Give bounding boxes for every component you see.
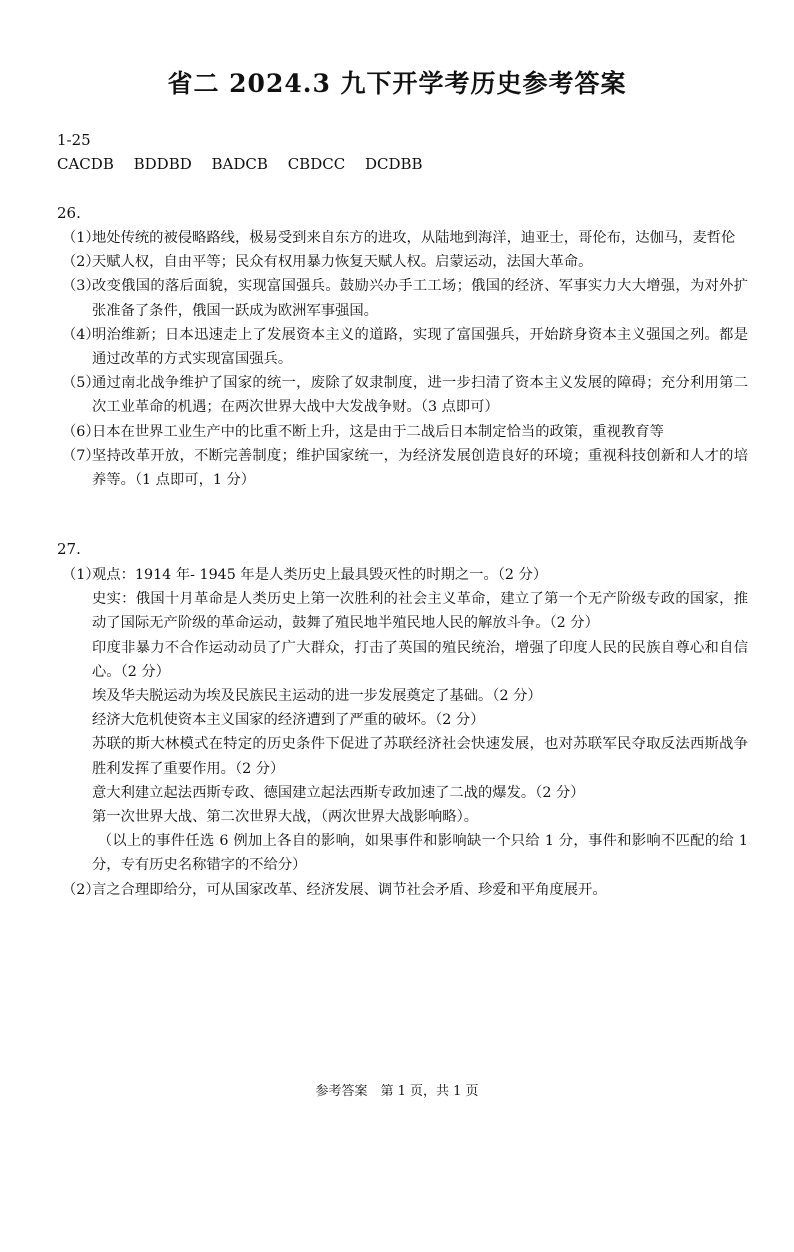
- q27-fact: 意大利建立起法西斯专政、德国建立起法西斯专政加速了二战的爆发。（2 分）: [92, 784, 585, 801]
- page-title: 省二 2024.3 九下开学考历史参考答案: [167, 69, 627, 98]
- question-27-label: 27.: [57, 540, 81, 558]
- multiple-choice-range: 1-25: [57, 131, 91, 149]
- q26-item-text: 天赋人权，自由平等；民众有权用暴力恢复天赋人权。启蒙运动，法国大革命。: [92, 254, 593, 271]
- q26-item-text: 改变俄国的落后面貌，实现富国强兵。鼓励兴办手工工场；俄国的经济、军事实力大大增强，为对外扩张准备了条件，俄国一跃成为欧洲军事强国。: [92, 278, 748, 319]
- q26-item-4: [62, 323, 748, 371]
- q26-item-number: （6）: [62, 423, 100, 440]
- q26-item-text: 通过南北战争维护了国家的统一，废除了奴隶制度，进一步扫清了资本主义发展的障碍；充分利用第二次工业革命的机遇；在两次世界大战中大发战争财。（3 点即可）: [92, 375, 748, 416]
- page-footer: 参考答案 第 1 页，共 1 页: [315, 1084, 479, 1099]
- q26-item-number: （4）: [62, 326, 100, 343]
- q26-item-6: [62, 420, 748, 444]
- q27-fact: 史实：俄国十月革命是人类历史上第一次胜利的社会主义革命，建立了第一个无产阶级专政的国家，推动了国际无产阶级的革命运动，鼓舞了殖民地半殖民地人民的解放斗争。（2 分）: [92, 591, 748, 632]
- question-26-answers: [62, 226, 748, 492]
- q27-part-2: [62, 878, 748, 902]
- q27-viewpoint: 观点：1914 年- 1945 年是人类历史上最具毁灭性的时期之一。（2 分）: [92, 567, 548, 583]
- answer-group-5: DCDBB: [364, 155, 423, 173]
- q27-fact: 印度非暴力不合作运动动员了广大群众，打击了英国的殖民统治，增强了印度人民的民族自尊心和自信心。（2 分）: [92, 639, 748, 680]
- q27-fact: 经济大危机使资本主义国家的经济遭到了严重的破坏。（2 分）: [92, 712, 485, 729]
- question-27-answers: [62, 563, 748, 902]
- answer-group-3: BADCB: [211, 155, 268, 173]
- q26-item-1: [62, 226, 748, 250]
- q27-fact: 埃及华夫脱运动为埃及民族民主运动的进一步发展奠定了基础。（2 分）: [92, 688, 542, 705]
- q27-part-number: （1）: [62, 567, 100, 583]
- q26-item-5: [62, 371, 748, 419]
- q26-item-number: （5）: [62, 375, 100, 392]
- q27-fact: 第一次世界大战、第二次世界大战，（两次世界大战影响略）。: [92, 809, 479, 826]
- q26-item-text: 日本在世界工业生产中的比重不断上升，这是由于二战后日本制定恰当的政策，重视教育等: [92, 423, 664, 440]
- q26-item-3: [62, 274, 748, 322]
- answer-group-2: BDDBD: [133, 155, 192, 173]
- q27-part-2-text: 言之合理即给分，可从国家改革、经济发展、调节社会矛盾、珍爱和平角度展开。: [92, 881, 607, 898]
- q26-item-7: [62, 444, 748, 492]
- q26-item-text: 地处传统的被侵略路线，极易受到来自东方的进攻，从陆地到海洋，迪亚士，哥伦布，达伽马，麦哲伦: [92, 230, 736, 246]
- q26-item-text: 明治维新；日本迅速走上了发展资本主义的道路，实现了富国强兵，开始跻身资本主义强国之列。都是通过改革的方式实现富国强兵。: [92, 326, 748, 368]
- q26-item-2: [62, 250, 748, 274]
- q27-part-number: （2）: [62, 881, 100, 898]
- q27-scoring-note: （以上的事件任选 6 例加上各自的影响，如果事件和影响缺一个只给 1 分，事件和影响不匹配的给 1 分，专有历史名称错字的不给分）: [92, 833, 748, 874]
- q26-item-number: （7）: [62, 447, 100, 464]
- answer-group-4: CBDCC: [287, 155, 346, 173]
- question-26-label: 26.: [57, 204, 81, 222]
- q27-fact: 苏联的斯大林模式在特定的历史条件下促进了苏联经济社会快速发展，也对苏联军民夺取反法西斯战争胜利发挥了重要作用。（2 分）: [92, 736, 748, 777]
- q26-item-number: （3）: [62, 278, 100, 295]
- q26-item-text: 坚持改革开放，不断完善制度；维护国家统一，为经济发展创造良好的环境；重视科技创新和人才的培养等。（1 点即可，1 分）: [92, 447, 748, 489]
- q27-part-1: [62, 563, 748, 878]
- multiple-choice-answers: [57, 155, 438, 173]
- q26-item-number: （2）: [62, 254, 100, 271]
- q26-item-number: （1）: [62, 230, 100, 246]
- answer-group-1: CACDB: [57, 155, 114, 173]
- q27-part-1-content: [92, 563, 748, 878]
